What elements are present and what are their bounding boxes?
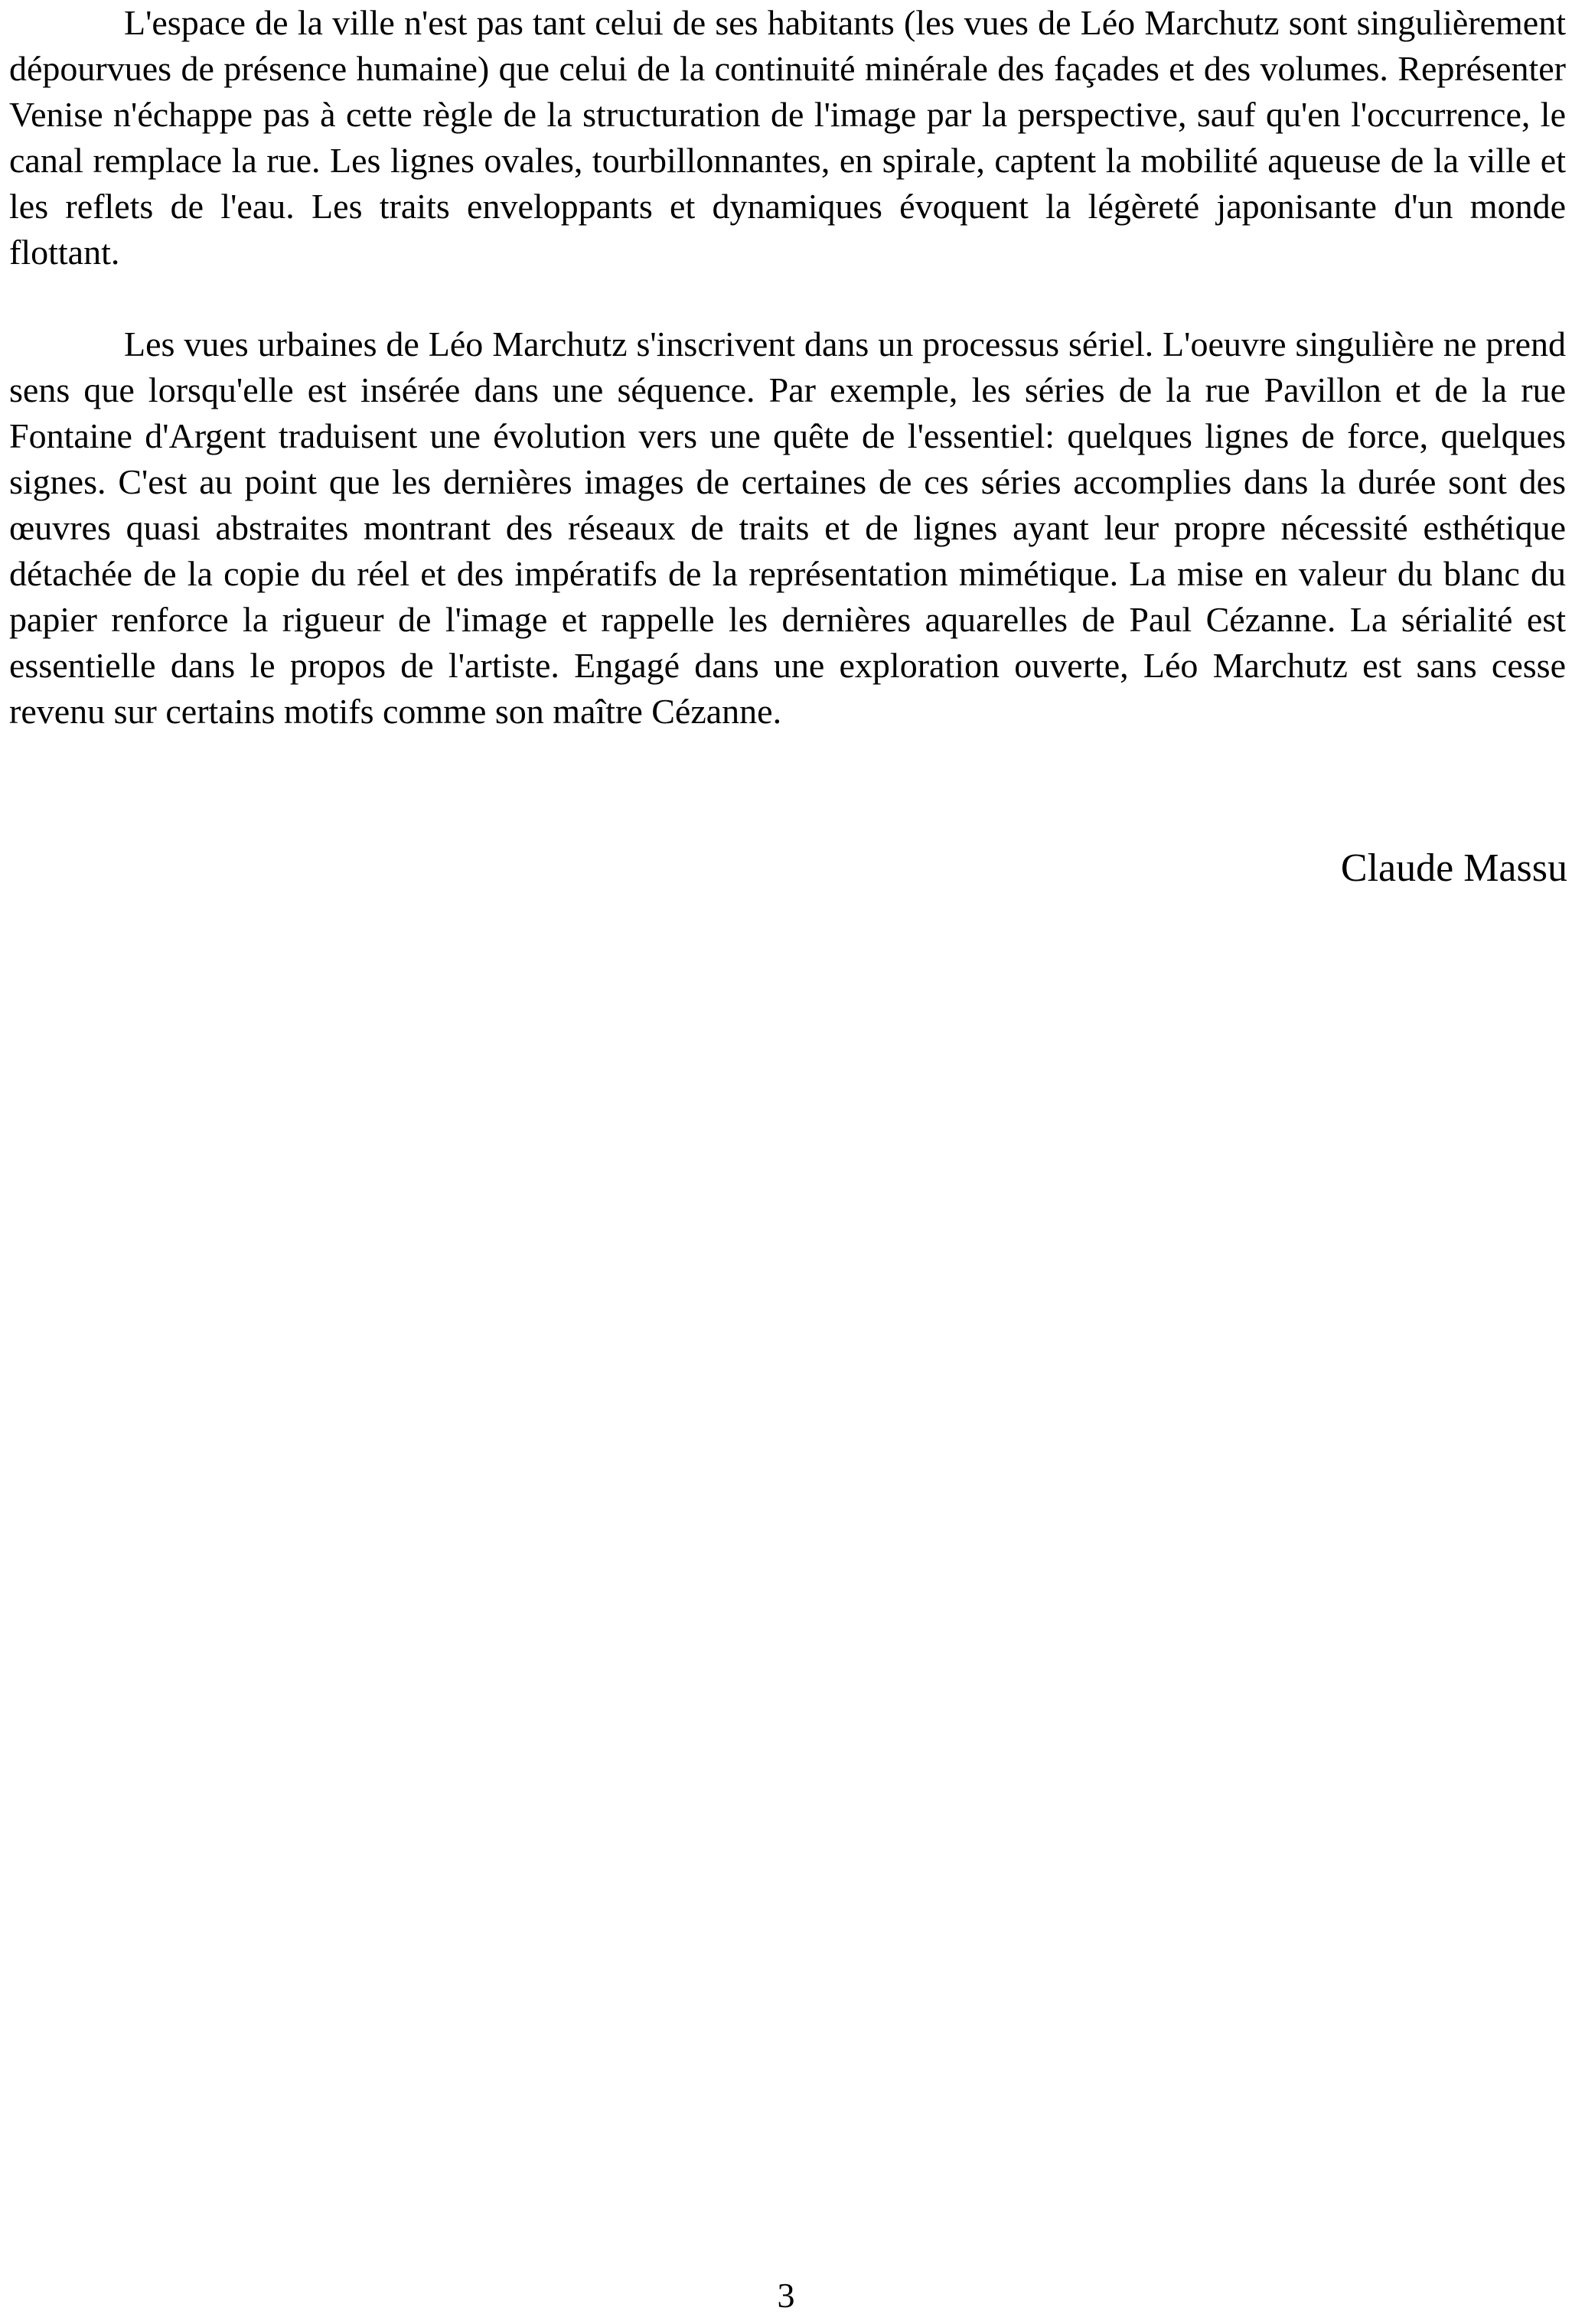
paragraph-series: Les vues urbaines de Léo Marchutz s'inscrivent dans un processus sériel. L'oeuvre singulière ne prend sens que lorsqu'elle est insérée dans une séquence. Par exemple, les séries de la rue Pavillon et de la rue Fontaine d'Argent traduisent une évolution vers une quête de l'essentiel: quelques lignes de force, quelques signes. C'est au point que les dernières images de certaines de ces séries accomplies dans la durée sont des œuvres quasi abstraites montrant des réseaux de traits et de lignes ayant leur propre nécessité esthétique détachée de la copie du réel et des impératifs de la représentation mimétique. La mise en valeur du blanc du papier renforce la rigueur de l'image et rappelle les dernières aquarelles de Paul Cézanne. La sérialité est essentielle dans le propos de l'artiste. Engagé dans une exploration ouverte, Léo Marchutz est sans cesse revenu sur certains motifs comme son maître Cézanne. <box>9 324 1566 731</box>
page-number: 3 <box>777 2276 795 2315</box>
paragraph-venice: L'espace de la ville n'est pas tant celui de ses habitants (les vues de Léo Marchutz sont singulièrement dépourvues de présence humaine) que celui de la continuité minérale des façades et des volumes. Représenter Venise n'échappe pas à cette règle de la structuration de l'image par la perspective, sauf qu'en l'occurrence, le canal remplace la rue. Les lignes ovales, tourbillonnantes, en spirale, captent la mobilité aqueuse de la ville et les reflets de l'eau. Les traits enveloppants et dynamiques évoquent la légèreté japonisante d'un monde flottant. <box>9 3 1566 272</box>
body-text <box>9 0 1566 735</box>
author-signature: Claude Massu <box>1340 846 1567 890</box>
